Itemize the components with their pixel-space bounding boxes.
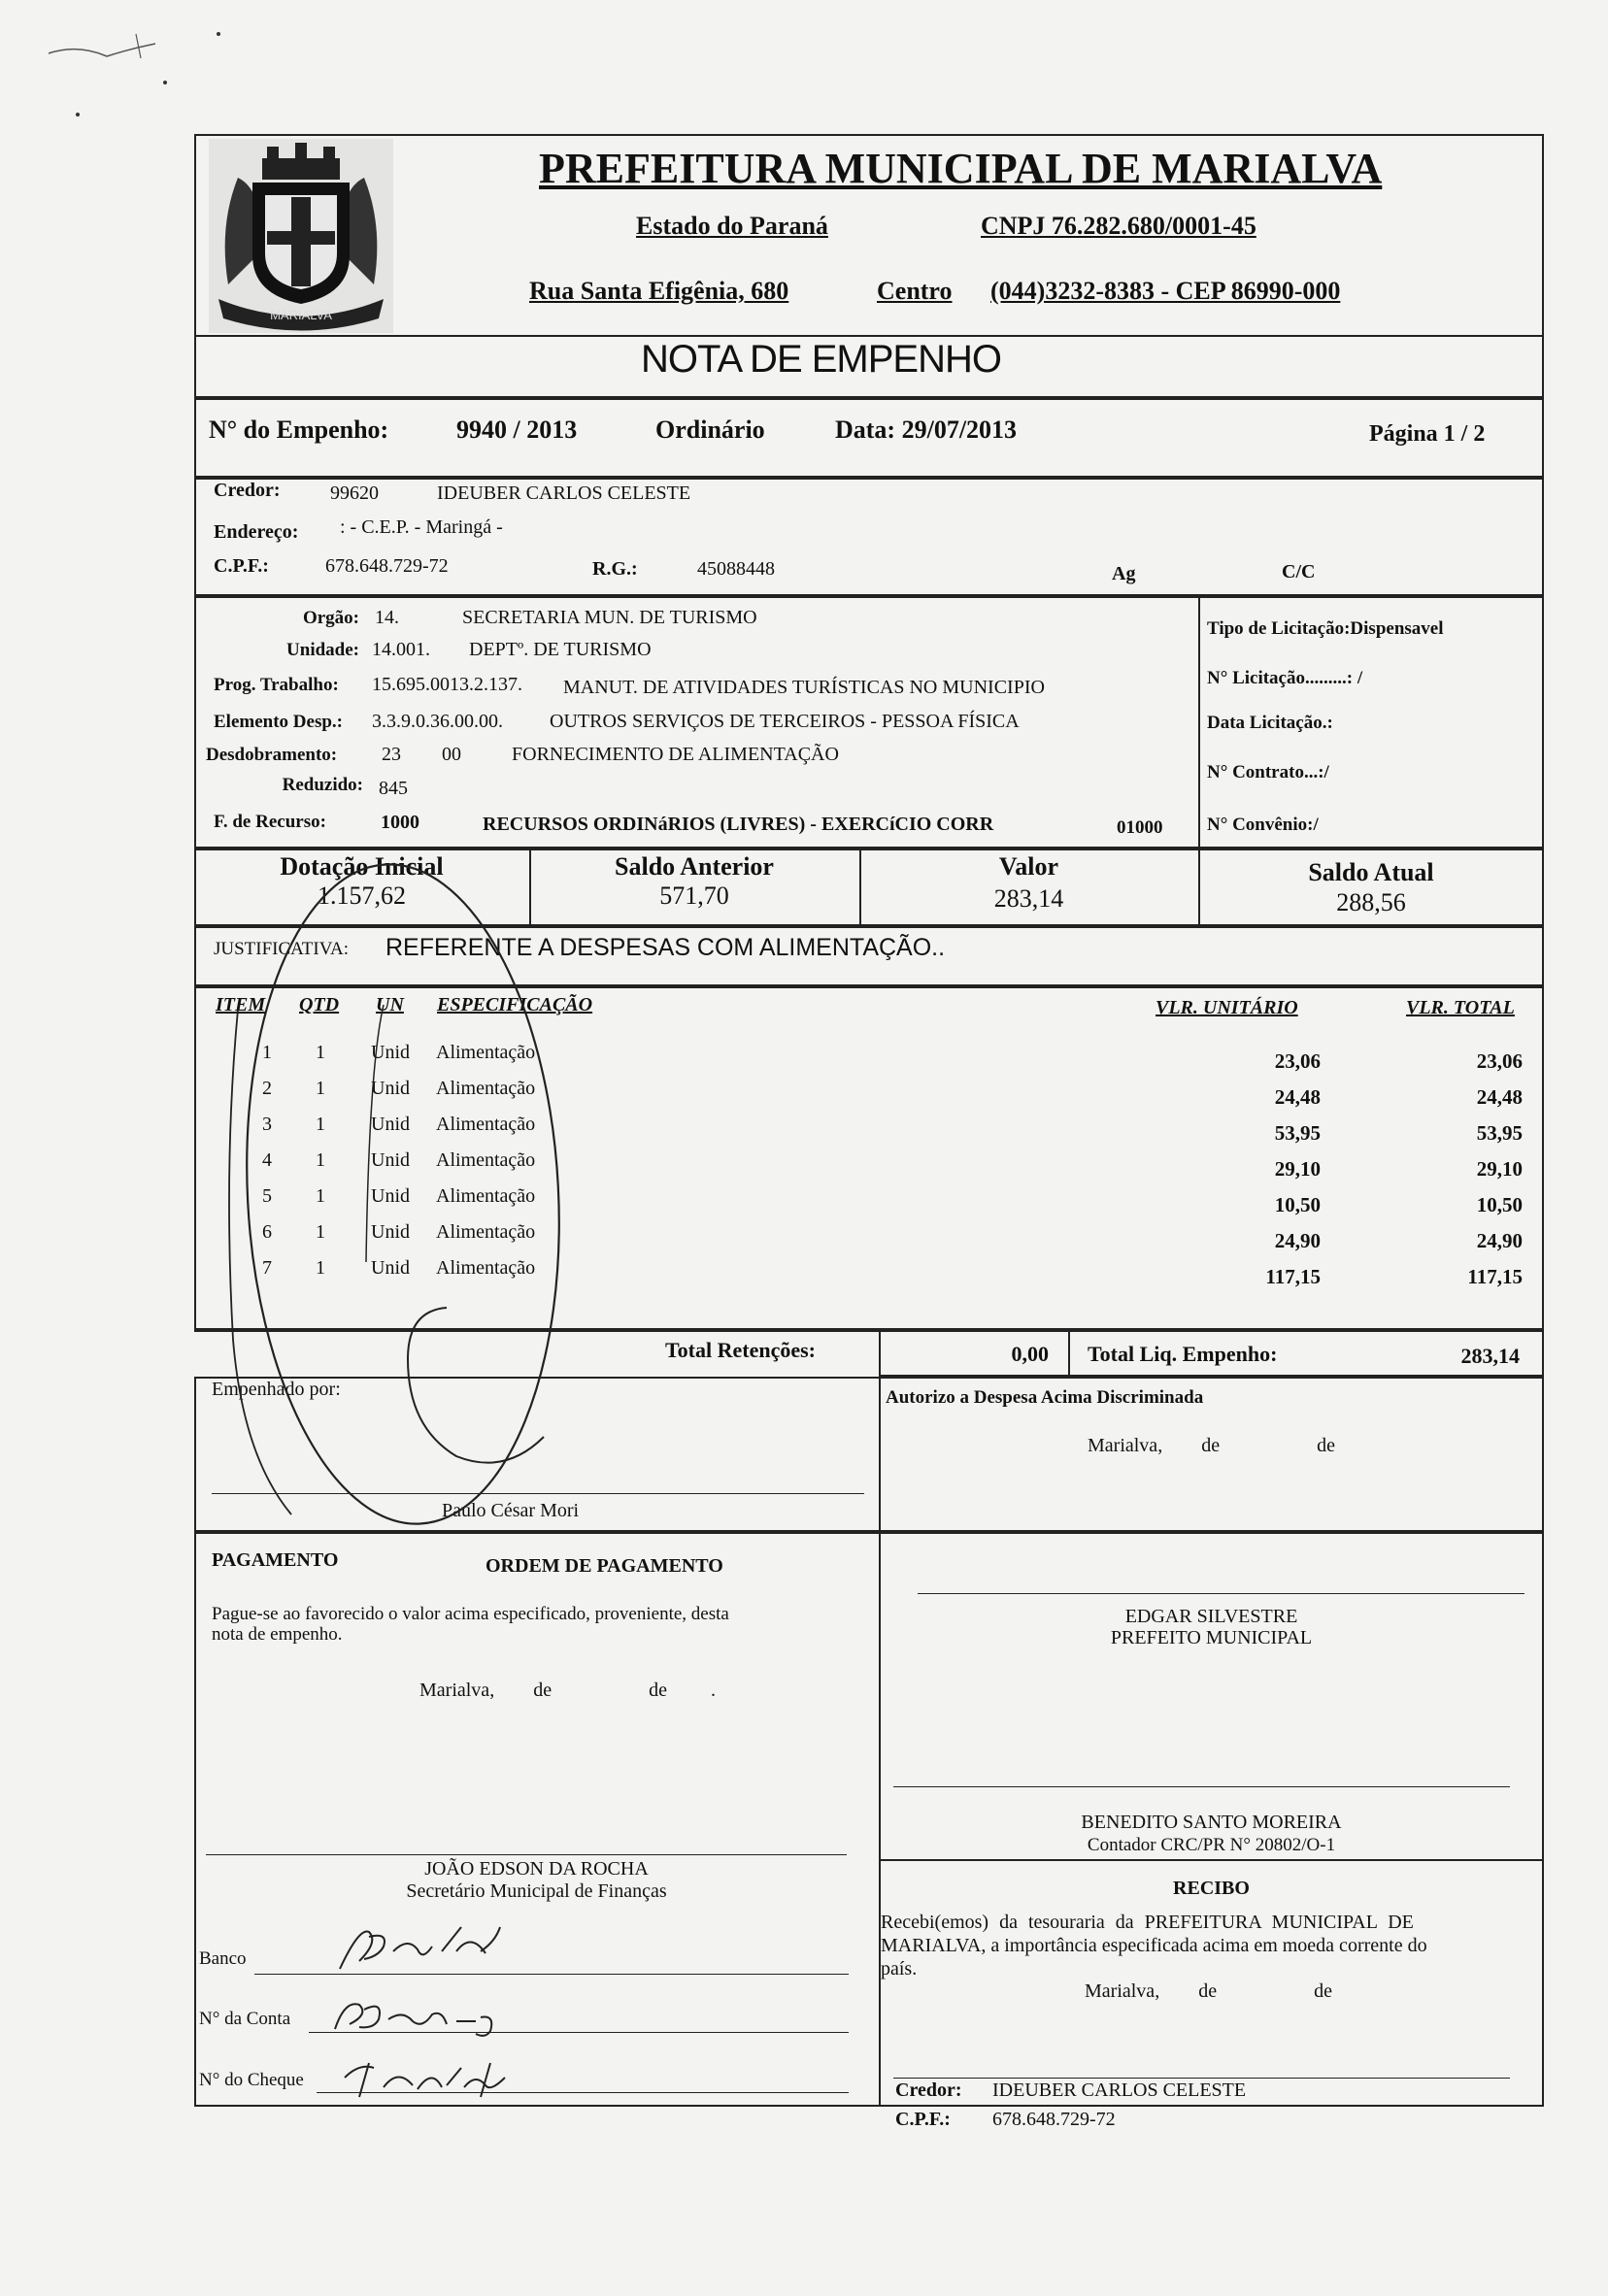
unidade-name: DEPTº. DE TURISMO — [469, 639, 652, 660]
rg-label: R.G.: — [592, 558, 638, 580]
recibo-text-2: MARIALVA, a importância especificada acima em moeda corrente do — [881, 1935, 1427, 1956]
recibo-credor-label: Credor: — [895, 2080, 962, 2101]
item-vlr-total: 23,06 — [1476, 1049, 1523, 1073]
unidade-code: 14.001. — [372, 639, 430, 660]
numero-licitacao: N° Licitação.........: / — [1207, 668, 1363, 688]
recibo-cpf-label: C.P.F.: — [895, 2109, 951, 2130]
page-title: PREFEITURA MUNICIPAL DE MARIALVA — [539, 145, 1383, 192]
coat-of-arms-logo — [209, 139, 393, 333]
item-vlr-total: 117,15 — [1467, 1265, 1523, 1288]
item-num: 1 — [262, 1042, 272, 1063]
credor-name: IDEUBER CARLOS CELESTE — [437, 482, 691, 504]
prog-name: MANUT. DE ATIVIDADES TURÍSTICAS NO MUNICIPIO — [563, 677, 1045, 698]
total-liquido-label: Total Liq. Empenho: — [1088, 1342, 1278, 1366]
item-vlr-total: 10,50 — [1476, 1193, 1523, 1216]
saldo-atual-label: Saldo Atual — [1308, 858, 1434, 886]
item-vlr-unitario: 29,10 — [1274, 1157, 1321, 1181]
orgao-label: Orgão: — [302, 608, 359, 628]
col-vlr-unitario: VLR. UNITÁRIO — [1156, 997, 1298, 1018]
empenhado-box — [194, 1377, 1544, 1532]
phone-cep-label: (044)3232-8383 - CEP 86990-000 — [990, 277, 1341, 305]
street-label: Rua Santa Efigênia, 680 — [529, 277, 789, 305]
cnpj-label: CNPJ 76.282.680/0001-45 — [981, 212, 1256, 240]
item-qtd: 1 — [316, 1221, 325, 1243]
credor-label: Credor: — [214, 480, 281, 501]
item-num: 7 — [262, 1257, 272, 1279]
item-vlr-unitario: 117,15 — [1265, 1265, 1321, 1288]
orgao-code: 14. — [375, 607, 399, 628]
empenhado-label: Empenhado por: — [212, 1379, 341, 1400]
cpf-value: 678.648.729-72 — [325, 555, 449, 577]
item-num: 2 — [262, 1078, 272, 1099]
pagamento-label: PAGAMENTO — [212, 1549, 339, 1571]
empenho-number-label: N° do Empenho: — [209, 416, 389, 444]
ordem-pagamento-label: ORDEM DE PAGAMENTO — [486, 1555, 723, 1577]
numero-convenio: N° Convênio:/ — [1207, 815, 1319, 835]
pagamento-text-2: nota de empenho. — [212, 1624, 343, 1645]
district-label: Centro — [877, 277, 953, 305]
conta-corrente-label: C/C — [1282, 561, 1316, 582]
recibo-place-date: Marialva, de de — [1085, 1980, 1332, 2002]
recibo-cpf-value: 678.648.729-72 — [992, 2109, 1116, 2130]
recibo-text-3: país. — [881, 1958, 918, 1980]
cheque-label: N° do Cheque — [199, 2070, 304, 2090]
item-un: Unid — [371, 1114, 410, 1135]
document-title: NOTA DE EMPENHO — [641, 338, 1001, 381]
item-vlr-unitario: 24,90 — [1274, 1229, 1321, 1252]
rg-value: 45088448 — [697, 558, 775, 580]
recibo-credor-name: IDEUBER CARLOS CELESTE — [992, 2080, 1247, 2101]
agencia-label: Ag — [1112, 563, 1136, 584]
numero-contrato: N° Contrato...:/ — [1207, 762, 1329, 782]
autorizo-place-date: Marialva, de de — [1088, 1435, 1335, 1456]
justificativa-label: JUSTIFICATIVA: — [214, 939, 350, 959]
item-un: Unid — [371, 1257, 410, 1279]
valor-value: 283,14 — [993, 884, 1064, 913]
cpf-label: C.P.F.: — [214, 555, 269, 577]
item-un: Unid — [371, 1185, 410, 1207]
elemento-code: 3.3.9.0.36.00.00. — [372, 711, 503, 732]
contador-name: BENEDITO SANTO MOREIRA — [1081, 1812, 1342, 1833]
item-vlr-total: 24,48 — [1476, 1085, 1523, 1109]
item-esp: Alimentação — [436, 1185, 536, 1207]
scan-marks — [39, 10, 252, 116]
item-esp: Alimentação — [436, 1149, 536, 1171]
item-vlr-total: 24,90 — [1476, 1229, 1523, 1252]
item-un: Unid — [371, 1042, 410, 1063]
endereco-label: Endereço: — [214, 521, 299, 543]
desdobramento-label: Desdobramento: — [206, 745, 338, 765]
prefeito-name: EDGAR SILVESTRE — [1124, 1606, 1298, 1627]
desdobramento-code2: 00 — [442, 744, 461, 765]
item-esp: Alimentação — [436, 1042, 536, 1063]
recurso-code: 1000 — [381, 812, 419, 833]
item-un: Unid — [371, 1221, 410, 1243]
empenho-date: Data: 29/07/2013 — [835, 416, 1018, 444]
desdobramento-code: 23 — [382, 744, 401, 765]
pagamento-place-date: Marialva, de de . — [419, 1680, 716, 1701]
pagamento-text-1: Pague-se ao favorecido o valor acima especificado, proveniente, desta — [212, 1604, 729, 1624]
dotacao-inicial-label: Dotação Inicial — [280, 852, 444, 881]
saldo-anterior-value: 571,70 — [659, 882, 729, 910]
autorizo-label: Autorizo a Despesa Acima Discriminada — [886, 1387, 1204, 1408]
orgao-name: SECRETARIA MUN. DE TURISMO — [462, 607, 757, 628]
valor-label: Valor — [998, 852, 1059, 881]
saldo-atual-value: 288,56 — [1336, 888, 1406, 916]
justificativa-text: REFERENTE A DESPESAS COM ALIMENTAÇÃO.. — [385, 934, 946, 961]
item-qtd: 1 — [316, 1257, 325, 1279]
prefeito-title: PREFEITO MUNICIPAL — [1110, 1627, 1313, 1648]
total-retencoes-value: 0,00 — [1011, 1342, 1049, 1366]
tipo-licitacao: Tipo de Licitação:Dispensavel — [1207, 618, 1444, 639]
recibo-title: RECIBO — [1173, 1878, 1250, 1899]
recurso-label: F. de Recurso: — [214, 812, 326, 832]
credor-code: 99620 — [330, 482, 379, 504]
item-qtd: 1 — [316, 1078, 325, 1099]
elemento-name: OUTROS SERVIÇOS DE TERCEIROS - PESSOA FÍSICA — [550, 711, 1020, 732]
item-vlr-unitario: 10,50 — [1274, 1193, 1321, 1216]
recurso-code2: 01000 — [1117, 817, 1163, 838]
item-vlr-total: 29,10 — [1476, 1157, 1523, 1181]
svg-text:MARIALVA: MARIALVA — [270, 308, 332, 322]
recurso-name: RECURSOS ORDINáRIOS (LIVRES) - EXERCíCIO CORR — [483, 814, 994, 835]
item-num: 4 — [262, 1149, 272, 1171]
prog-code: 15.695.0013.2.137. — [372, 674, 522, 695]
col-un: UN — [376, 994, 404, 1015]
total-liquido-value: 283,14 — [1460, 1344, 1520, 1368]
desdobramento-name: FORNECIMENTO DE ALIMENTAÇÃO — [512, 744, 839, 765]
reduzido-label: Reduzido: — [282, 775, 363, 795]
col-item: ITEM — [216, 994, 266, 1015]
item-un: Unid — [371, 1149, 410, 1171]
endereco-value: : - C.E.P. - Maringá - — [340, 516, 503, 538]
banco-label: Banco — [199, 1948, 247, 1969]
item-esp: Alimentação — [436, 1257, 536, 1279]
secretario-name: JOÃO EDSON DA ROCHA — [424, 1858, 649, 1880]
item-un: Unid — [371, 1078, 410, 1099]
elemento-label: Elemento Desp.: — [214, 712, 343, 732]
dotacao-inicial-value: 1.157,62 — [318, 882, 406, 910]
item-esp: Alimentação — [436, 1114, 536, 1135]
reduzido-value: 845 — [379, 778, 408, 799]
item-qtd: 1 — [316, 1149, 325, 1171]
conta-label: N° da Conta — [199, 2009, 291, 2029]
item-qtd: 1 — [316, 1042, 325, 1063]
data-licitacao: Data Licitação.: — [1207, 713, 1333, 733]
contador-title: Contador CRC/PR N° 20802/O-1 — [1087, 1835, 1336, 1855]
item-num: 3 — [262, 1114, 272, 1135]
item-esp: Alimentação — [436, 1078, 536, 1099]
item-num: 5 — [262, 1185, 272, 1207]
item-qtd: 1 — [316, 1114, 325, 1135]
item-esp: Alimentação — [436, 1221, 536, 1243]
state-label: Estado do Paraná — [636, 212, 828, 240]
item-vlr-unitario: 53,95 — [1274, 1121, 1321, 1145]
recibo-text-1: Recebi(emos) da tesouraria da PREFEITURA MUNICIPAL DE — [881, 1912, 1414, 1933]
col-especificacao: ESPECIFICAÇÃO — [437, 994, 593, 1015]
item-num: 6 — [262, 1221, 272, 1243]
item-vlr-total: 53,95 — [1476, 1121, 1523, 1145]
saldo-anterior-label: Saldo Anterior — [615, 852, 774, 881]
empenho-number: 9940 / 2013 — [456, 416, 578, 444]
total-retencoes-label: Total Retenções: — [665, 1338, 816, 1362]
item-qtd: 1 — [316, 1185, 325, 1207]
page-number: Página 1 / 2 — [1369, 421, 1486, 447]
empenho-type: Ordinário — [655, 416, 765, 444]
col-qtd: QTD — [299, 994, 340, 1015]
secretario-title: Secretário Municipal de Finanças — [406, 1880, 667, 1902]
col-vlr-total: VLR. TOTAL — [1406, 997, 1515, 1018]
unidade-label: Unidade: — [286, 640, 359, 660]
item-vlr-unitario: 23,06 — [1274, 1049, 1321, 1073]
prog-label: Prog. Trabalho: — [214, 675, 339, 695]
empenhado-name: Paulo César Mori — [442, 1500, 580, 1521]
item-vlr-unitario: 24,48 — [1274, 1085, 1321, 1109]
